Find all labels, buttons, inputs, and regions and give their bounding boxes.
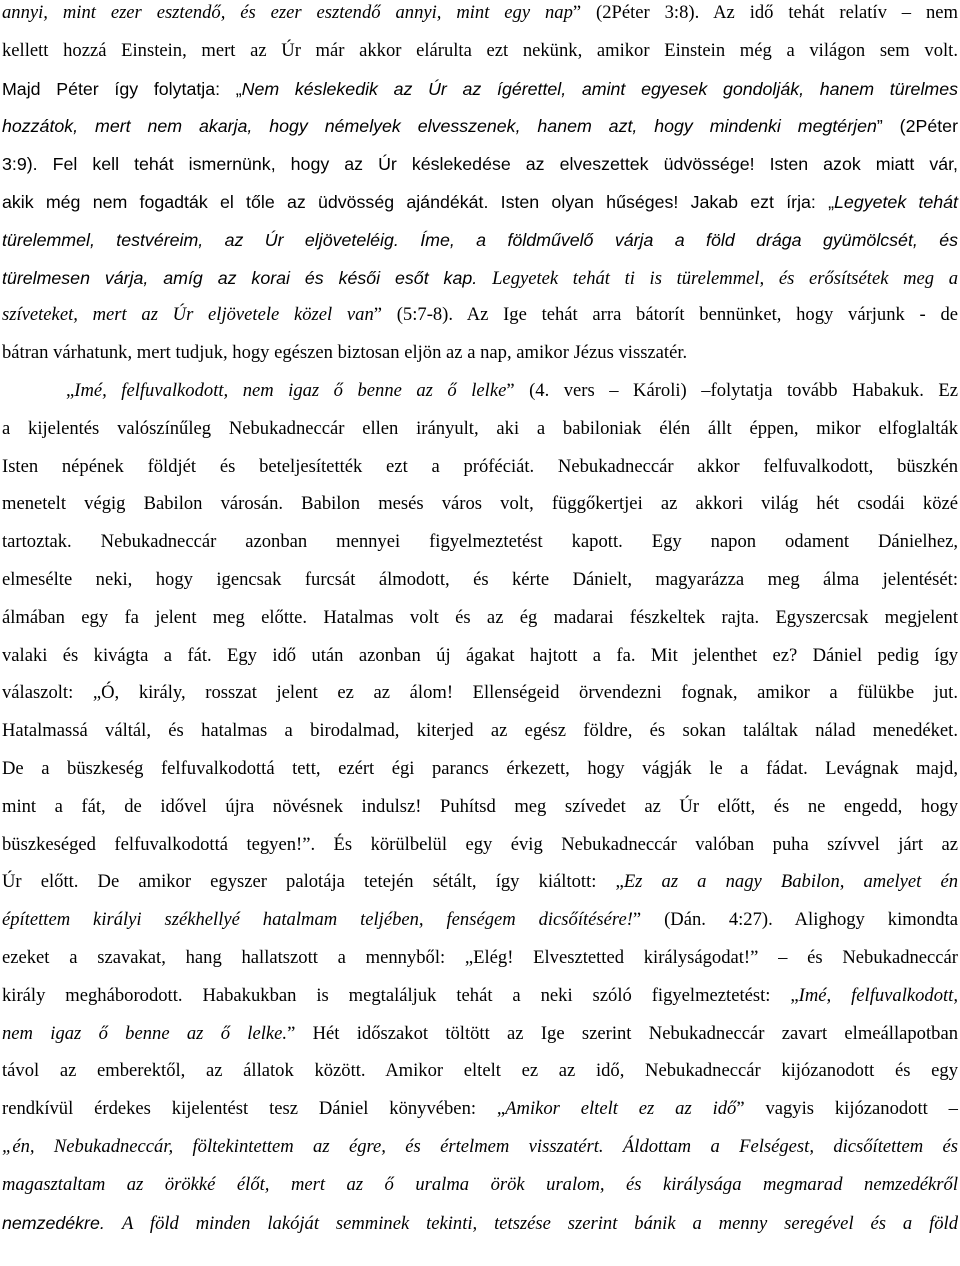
body-text-run: akik még nem fogadták el tőle az üdvösség ajándékát. Isten olyan hűséges! Jakab ezt írja: „ [2,192,835,212]
body-text-run: rendkívül érdekes kijelentést tesz Dániel könyvében: „ [2,1098,506,1120]
quoted-scripture-text: magasztaltam az örökké élőt, mert az ő uralma örök uralom, és királysága megmarad nemzedékről [2,1173,958,1195]
text-line [2,183,958,221]
body-text-run: ” (5:7-8). Az Ige tehát arra bátorít bennünket, hogy várjunk - de [373,304,959,326]
quoted-scripture-text: építettem királyi székhellyé hatalmam teljében, fenségem dicsőítésére! [2,909,633,931]
text-line [2,1015,958,1053]
body-text-run: király megháborodott. Habakukban is megtaláljuk tehát a neki szóló figyelmeztetést: „ [2,984,799,1006]
body-text-run: 3:9). Fel kell tehát ismernünk, hogy az Úr késlekedése az elveszettek üdvössége! Isten azok miatt vár, [2,154,958,175]
quoted-scripture-text: Áldottam a Felségest, dicsőítettem és [622,1136,958,1157]
text-line [2,259,958,297]
text-line [2,221,958,259]
quoted-scripture-text: nem igaz ő benne az ő lelke. [2,1022,288,1044]
body-text-run: Úr előtt. De amikor egyszer palotája tetején sétált, így kiáltott: „ [2,871,624,893]
body-text-run: menetelt végig Babilon városán. Babilon mesés város volt, függőkertjei az akkori világ hét csodái közé [2,493,958,515]
text-line [2,410,958,448]
text-line [2,863,958,901]
quoted-scripture-text: nemzedékre. [2,1212,122,1233]
text-line [2,1166,958,1204]
text-line [2,0,958,32]
body-text-run: „ [66,380,75,401]
body-text-run: ” (4. vers – Károli) –folytatja tovább Habakuk. Ez [506,380,958,401]
quoted-scripture-text: Amikor eltelt ez az idő [505,1098,737,1120]
text-line [2,523,958,561]
text-line [2,901,958,939]
text-line [2,70,958,108]
quoted-scripture-text: A föld minden lakóját semminek tekinti, tetszése szerint bánik a menny seregével és a föld [121,1212,958,1234]
quoted-scripture-text: hozzátok, mert nem akarja, hogy némelyek elvesszenek, hanem azt, hogy mindenki megtérjen [2,116,877,137]
text-line [2,1052,958,1090]
body-text-run: tartoztak. Nebukadneccár azonban mennyei figyelmeztetést kapott. Egy napon odament Dánielhez, [2,531,958,553]
body-text-run: válaszolt: „Ó, király, rosszat jelent ez az álom! Ellenségeid örvendezni fognak, amikor a fülükbe jut. [2,682,958,704]
text-line [2,712,958,750]
body-text-run: ” (2Péter [876,116,958,137]
body-text-run: Hatalmassá váltál, és hatalmas a birodalmad, kiterjed az egész földre, és sokan találtak nálad menedéket. [2,720,958,742]
quoted-scripture-text: türelmesen várja, amíg az korai és késői esőt kap. [2,267,493,288]
quoted-scripture-text: türelemmel, testvéreim, az Úr eljöveteléig. Íme, a földművelő várja a föld drága gyümölcsét, és [2,229,958,250]
text-line [2,674,958,712]
text-line [2,145,958,183]
body-text-run: De a büszkeség felfuvalkodottá tett, ezért égi parancs érkezett, hogy vágják le a fádat. Levágnak majd, [2,758,958,779]
text-line [2,826,958,864]
text-line [2,448,958,486]
text-line [2,939,958,977]
body-text-run: álmában egy fa jelent meg előtte. Hatalmas volt és az ég madarai fészkeltek rajta. Egyszercsak megjelent [2,606,958,628]
text-line [2,1090,958,1128]
text-line [2,977,958,1015]
quoted-scripture-text: Imé, felfuvalkodott, [798,984,958,1006]
text-line [2,750,958,788]
body-text-run: ” (Dán. 4:27). Alighogy kimondta [632,909,959,931]
quoted-scripture-text: Legyetek tehát ti is türelemmel, és erősítsétek meg a [492,267,958,289]
text-line [66,372,958,410]
body-text-run: távol az emberektől, az állatok között. Amikor eltelt ez az idő, Nebukadneccár kijózanodott és egy [2,1060,958,1082]
text-line [2,1204,958,1242]
body-text-run: ” Hét időszakot töltött az Ige szerint Nebukadneccár zavart elmeállapotban [287,1022,958,1044]
quoted-scripture-text: annyi, mint ezer esztendő, és ezer esztendő annyi, mint egy nap [2,2,573,23]
text-line [2,599,958,637]
text-line [2,561,958,599]
quoted-scripture-text: Ez az a nagy Babilon, amelyet én [623,871,958,893]
body-text-run: ” (2Péter 3:8). Az idő tehát relatív – nem [572,2,958,23]
body-text-run: Isten népének földjét és beteljesítették ezt a próféciát. Nebukadneccár akkor felfuvalkodott, büszkén [2,455,958,477]
body-text-run: büszkeséged felfuvalkodottá tegyen!”. És körülbelül egy évig Nebukadneccár valóban puha szívvel járt az [2,833,958,855]
text-line [2,296,958,334]
text-line [2,485,958,523]
body-text-run: kellett hozzá Einstein, mert az Úr már akkor elárulta ezt nekünk, amikor Einstein még a világon sem volt. [2,39,958,61]
body-text-run: ” vagyis kijózanodott – [736,1098,958,1120]
body-text-run: ezeket a szavakat, hang hallatszott a mennyből: „Elég! Elvesztetted királyságodat!” – és Nebukadneccár [2,947,958,968]
body-text-run: elmesélte neki, hogy igencsak furcsát álmodott, és kérte Dánielt, magyarázza meg álma jelentését: [2,569,958,590]
quoted-scripture-text: szíveteket, mert az Úr eljövetele közel van [2,304,374,326]
body-text-run: mint a fát, de idővel újra növésnek indulsz! Puhítsd meg szívedet az Úr előtt, és ne engedd, hogy [2,795,958,817]
text-line [2,788,958,826]
quoted-scripture-text: „én, Nebukadneccár, föltekintettem az égre, és értelmem visszatért. [2,1136,623,1157]
quoted-scripture-text: Nem késlekedik az Úr az ígérettel, amint egyesek gondolják, hanem türelmes [241,78,958,99]
quoted-scripture-text: Legyetek tehát [834,192,959,212]
body-text-run: a kijelentés valószínűleg Nebukadneccár ellen irányult, aki a babiloniak élén állt éppen, mikor elfoglalták [2,417,958,439]
text-line [2,1128,958,1166]
text-line [2,32,958,70]
text-line [2,107,958,145]
text-line [2,637,958,675]
body-text-run: bátran várhatunk, mert tudjuk, hogy egészen biztosan eljön az a nap, amikor Jézus visszatér. [2,342,688,364]
body-text-run: Majd Péter így folytatja: „ [2,78,242,99]
quoted-scripture-text: Imé, felfuvalkodott, nem igaz ő benne az ő lelke [74,380,507,401]
body-text-run: valaki és kivágta a fát. Egy idő után azonban új ágakat hajtott a fa. Mit jelenthet ez? Dániel pedig így [2,644,958,666]
text-line [2,334,958,372]
